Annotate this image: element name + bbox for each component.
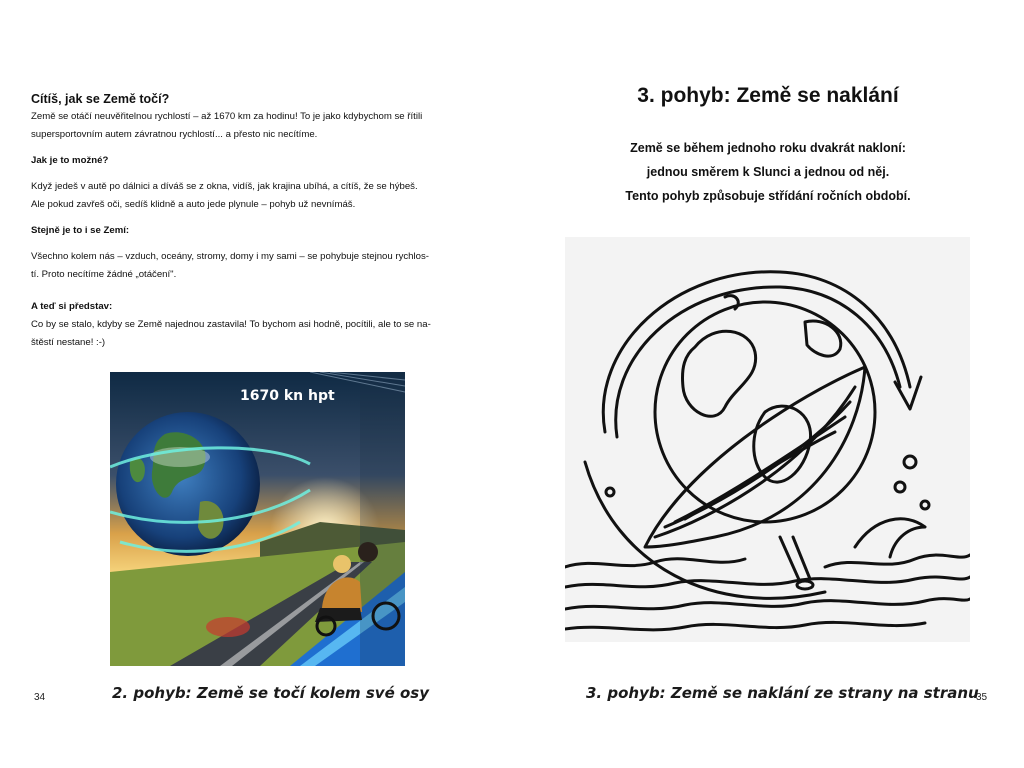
left-text-block (31, 90, 483, 352)
right-line-1: Země se během jednoho roku dvakrát nakloní: (630, 141, 906, 155)
left-caption: 2. pohyb: Země se točí kolem své osy (112, 684, 429, 702)
right-title: 3. pohyb: Země se naklání (637, 84, 899, 107)
paragraph-2-line-2: tí. Proto necítíme žádné „otáčení". (31, 269, 177, 280)
question-2: Stejně je to i se Zemí: (31, 225, 130, 236)
paragraph-1-line-2: Ale pokud zavřeš oči, sedíš klidně a auto jede plynule – pohyb už nevnímáš. (31, 199, 356, 210)
paragraph-3-line-2: štěstí nestane! :-) (31, 337, 106, 348)
paragraph-2-line-1: Všechno kolem nás – vzduch, oceány, stromy, domy i my sami – se pohybuje stejnou rychlos- (31, 251, 429, 262)
intro-line-1: Země se otáčí neuvěřitelnou rychlostí – až 1670 km za hodinu! To je jako kdybychom se řítili (31, 111, 423, 122)
question-3: A teď si představ: (31, 301, 113, 312)
tilting-earth-illustration (565, 237, 970, 642)
image-speed-text: 1670 kn hpt (240, 388, 335, 404)
intro-line-2: supersportovním autem závratnou rychlostí... a přesto nic necítíme. (31, 129, 318, 140)
left-heading: Cítíš, jak se Země točí? (31, 92, 170, 106)
rotating-earth-illustration (110, 372, 405, 666)
question-1: Jak je to možné? (31, 155, 109, 166)
left-page-number: 34 (34, 692, 46, 703)
right-caption: 3. pohyb: Země se naklání ze strany na stranu (586, 684, 979, 702)
paragraph-3-line-1: Co by se stalo, kdyby se Země najednou zastavila! To bychom asi hodně, pocítili, ale to se na- (31, 319, 431, 330)
right-page-number: 35 (976, 692, 988, 703)
right-text-block (512, 136, 1024, 208)
paragraph-1-line-1: Když jedeš v autě po dálnici a díváš se z okna, vidíš, jak krajina ubíhá, a cítíš, že se hýbeš. (31, 181, 418, 192)
right-line-3: Tento pohyb způsobuje střídání ročních období. (625, 189, 911, 203)
right-line-2: jednou směrem k Slunci a jednou od něj. (646, 165, 890, 179)
